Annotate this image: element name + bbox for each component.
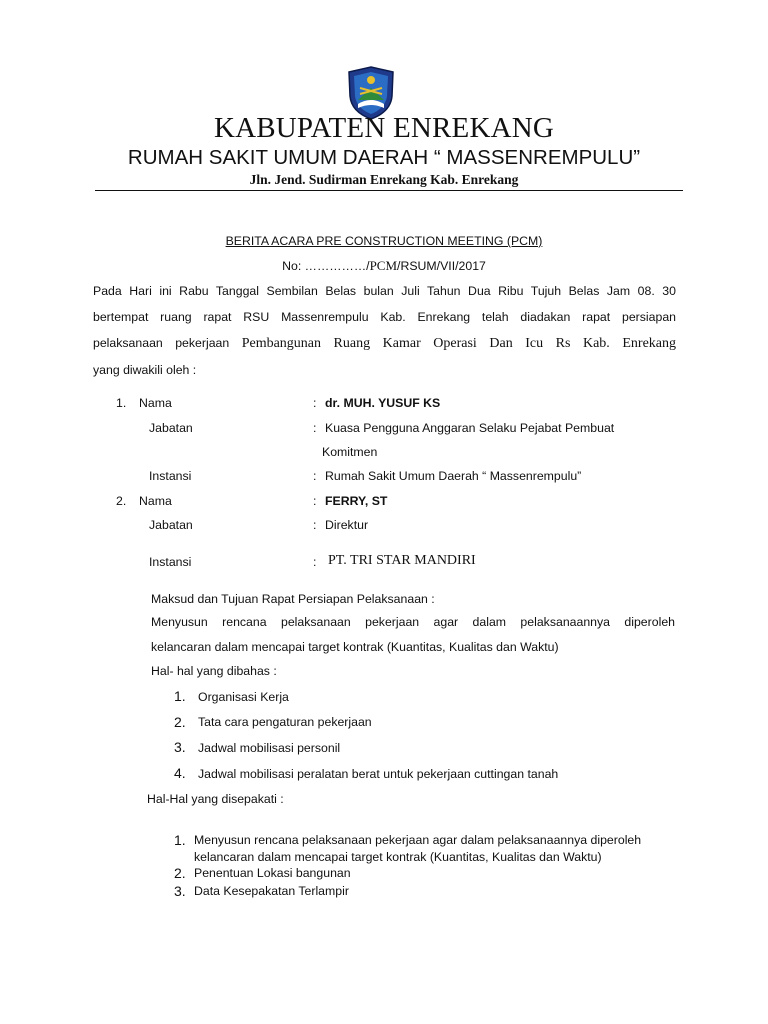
rep2-agency-label: Instansi <box>149 555 192 569</box>
agreed-item-3-number: 3. <box>174 883 186 899</box>
rep1-number: 1. <box>116 396 127 410</box>
rep1-position-value: Kuasa Pengguna Anggaran Selaku Pejabat Pembuat <box>325 421 615 435</box>
document-number <box>0 258 768 274</box>
purpose-heading: Maksud dan Tujuan Rapat Persiapan Pelaksanaan : <box>151 592 435 606</box>
agreed-item-2: Penentuan Lokasi bangunan <box>194 866 351 880</box>
agreed-item-2-number: 2. <box>174 865 186 881</box>
discussed-heading: Hal- hal yang dibahas : <box>151 664 277 678</box>
intro-line-4: yang diwakili oleh : <box>93 363 197 377</box>
rep1-agency-value: Rumah Sakit Umum Daerah “ Massenrempulu” <box>325 469 582 483</box>
rep2-position-colon: : <box>313 518 317 532</box>
agreed-item-1-cont: kelancaran dalam mencapai target kontrak (Kuantitas, Kualitas dan Waktu) <box>194 850 602 864</box>
discussed-item-1: Organisasi Kerja <box>198 690 289 704</box>
agreed-heading: Hal-Hal yang disepakati : <box>147 792 284 806</box>
rep1-name-value: dr. MUH. YUSUF KS <box>325 396 441 410</box>
rep2-name-colon: : <box>313 494 317 508</box>
purpose-line-2: kelancaran dalam mencapai target kontrak (Kuantitas, Kualitas dan Waktu) <box>151 640 559 654</box>
header-divider <box>95 190 683 191</box>
agreed-item-3: Data Kesepakatan Terlampir <box>194 884 349 898</box>
document-number-pcm: PCM <box>369 258 398 273</box>
rep2-position-value: Direktur <box>325 518 369 532</box>
discussed-item-2: Tata cara pengaturan pekerjaan <box>198 715 372 729</box>
rep2-agency-value: PT. TRI STAR MANDIRI <box>328 553 476 568</box>
document-number-suffix: /RSUM/VII/2017 <box>397 259 486 273</box>
discussed-item-3: Jadwal mobilisasi personil <box>198 741 341 755</box>
document-number-prefix: No: ……………/ <box>282 259 370 273</box>
rep1-position-colon: : <box>313 421 317 435</box>
discussed-item-3-number: 3. <box>174 739 186 755</box>
rep2-name-value: FERRY, ST <box>325 494 388 508</box>
hospital-address: Jln. Jend. Sudirman Enrekang Kab. Enrekang <box>249 172 519 187</box>
agreed-item-1: Menyusun rencana pelaksanaan pekerjaan agar dalam pelaksanaannya diperoleh <box>194 833 642 847</box>
intro-line-2: bertempat ruang rapat RSU Massenrempulu Kab. Enrekang telah diadakan rapat persiapan <box>93 310 676 324</box>
rep2-name-label: Nama <box>139 494 172 508</box>
discussed-item-4-number: 4. <box>174 765 186 781</box>
hospital-title: RUMAH SAKIT UMUM DAERAH “ MASSENREMPULU” <box>127 146 641 169</box>
discussed-item-1-number: 1. <box>174 688 186 704</box>
project-name: Pembangunan Ruang Kamar Operasi Dan Icu Rs Kab. Enrekang <box>241 336 676 351</box>
document-title: BERITA ACARA PRE CONSTRUCTION MEETING (PCM) <box>225 234 543 248</box>
intro-line-3-text: pelaksanaan pekerjaan <box>93 336 242 350</box>
intro-paragraph <box>93 278 676 383</box>
agreed-item-1-number: 1. <box>174 832 186 848</box>
rep1-agency-colon: : <box>313 469 317 483</box>
discussed-item-4: Jadwal mobilisasi peralatan berat untuk pekerjaan cuttingan tanah <box>198 767 559 781</box>
rep1-name-label: Nama <box>139 396 172 410</box>
purpose-text <box>151 610 675 660</box>
rep1-position-value-cont: Komitmen <box>322 445 378 459</box>
rep2-number: 2. <box>116 494 127 508</box>
intro-line-3 <box>93 330 676 357</box>
rep2-position-label: Jabatan <box>149 518 193 532</box>
rep1-agency-label: Instansi <box>149 469 192 483</box>
rep1-position-label: Jabatan <box>149 421 193 435</box>
purpose-line-1: Menyusun rencana pelaksanaan pekerjaan agar dalam pelaksanaannya diperoleh <box>151 615 675 629</box>
discussed-item-2-number: 2. <box>174 714 186 730</box>
rep2-agency-colon: : <box>313 555 317 569</box>
intro-line-1: Pada Hari ini Rabu Tanggal Sembilan Belas bulan Juli Tahun Dua Ribu Tujuh Belas Jam 08. 30 <box>93 284 676 298</box>
rep1-name-colon: : <box>313 396 317 410</box>
regency-title: KABUPATEN ENREKANG <box>213 112 555 144</box>
